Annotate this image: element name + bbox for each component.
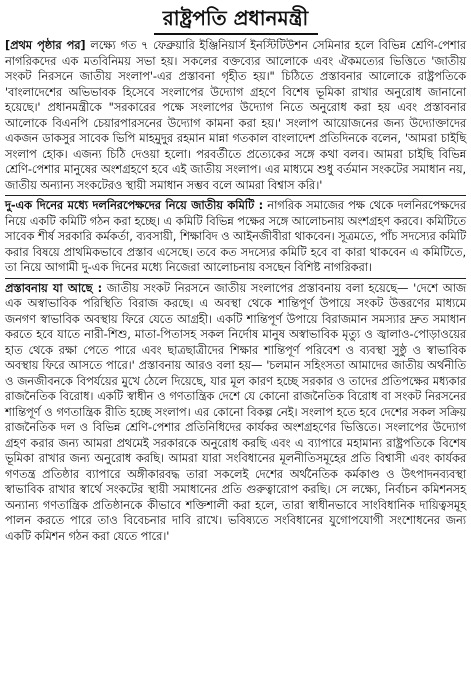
headline: রাষ্ট্রপতি প্রধানমন্ত্রী bbox=[154, 4, 318, 35]
paragraph-proposal bbox=[5, 281, 466, 545]
subhead-committee: দু-এক দিনের মধ্যে দলনিরপেক্ষদের নিয়ে জাতীয় কমিটি : bbox=[5, 198, 264, 212]
paragraph-intro-text: লক্ষ্যে গত ৭ ফেব্রুয়ারি ইঞ্জিনিয়ার্স ইনস্টিটিউশন সেমিনার হলে বিভিন্ন শ্রেণি-পেশার নাগরিকদের এক মতবিনিময় সভা হয়। সকলের বক্তব্যের আলোকে এবং ঐকমত্যের ভিত্তিতে 'জাতীয় সংকট নিরসনে জাতীয় সংলাপ'-এর প্রস্তাবনা গৃহীত হয়।" চিঠিতে প্রস্তাবনার আলোকে রাষ্ট্রপতিকে 'বাংলাদেশের অভিভাবক হিসেবে সংলাপের উদ্যোগ গ্রহণে বিশেষ ভূমিকা রাখার অনুরোধ জানানো হয়েছে।' প্রধানমন্ত্রীকে "সরকারের পক্ষে সংলাপের উদ্যোগ নিতে অনুরোধ করা হয় এবং প্রস্তাবনার আলোকে বিএনপি চেয়ারপারসনের উদ্যোগ কামনা করা হয়।' সংলাপ আয়োজনের জন্য উদ্যোক্তাদের একজন ডাকসুর সাবেক ভিপি মাহমুদুর রহমান মান্না গতকাল বাংলাদেশ প্রতিদিনকে বলেন, 'আমরা চাইছি সংলাপ হোক। এজন্য চিঠি দেওয়া হলো। পরবর্তীতে প্রত্যেকের সঙ্গে কথা বলব। আমরা চাইছি বিভিন্ন শ্রেণি-পেশার মানুষের অংশগ্রহণে হবে এই জাতীয় সংলাপ। এর মাধ্যমে শুধু বর্তমান সংকটের সমাধান নয়, জাতীয় অন্যান্য সংকটেরও স্থায়ী সমাধান সম্ভব বলে আমরা বিশ্বাস করি।' bbox=[5, 38, 466, 192]
paragraph-intro bbox=[5, 38, 466, 193]
paragraph-committee bbox=[5, 198, 466, 276]
subhead-proposal: প্রস্তাবনায় যা আছে : bbox=[5, 280, 103, 295]
paragraph-proposal-text: জাতীয় সংকট নিরসনে জাতীয় সংলাপের প্রস্তাবনায় বলা হয়েছে— 'দেশে আজ এক অস্বাভাবিক পরিস্থিতি বিরাজ করছে। এ অবস্থা থেকে শান্তিপূর্ণ উপায়ে সংকট উত্তরণের মাধ্যমে জনগণ স্বাভাবিক অবস্থায় ফিরে যেতে আগ্রহী। একটি শান্তিপূর্ণ উপায়ে বিরাজমান সমস্যার দ্রুত সমাধান করতে হবে যাতে নারী-শিশু, মাতা-পিতাসহ সকল নির্দোষ মানুষ অস্বাভাবিক মৃত্যু ও জ্বালাও-পোড়াওয়ের হাত থেকে রক্ষা পেতে পারে এবং ছাত্রছাত্রীদের শিক্ষার শান্তিপূর্ণ পরিবেশ ও ব্যবস্থা সুষ্ঠু ও স্বাভাবিক অবস্থায় ফিরে আসতে পারে।' প্রস্তাবনায় আরও বলা হয়— 'চলমান সহিংসতা আমাদের জাতীয় অর্থনীতি ও জনজীবনকে বিপর্যয়ের মুখে ঠেলে দিয়েছে, যার মূল কারণ হচ্ছে সরকার ও তাদের প্রতিপক্ষের মধ্যকার রাজনৈতিক বিরোধ। একটি স্বাধীন ও গণতান্ত্রিক দেশে যে কোনো রাজনৈতিক বিরোধ বা সংকট নিরসনের শান্তিপূর্ণ ও গণতান্ত্রিক রীতি হচ্ছে সংলাপ। এর কোনো বিকল্প নেই। সংলাপ হতে হবে দেশের সকল সক্রিয় রাজনৈতিক দল ও বিভিন্ন শ্রেণি-পেশার প্রতিনিধিদের কার্যকর অংশগ্রহণের ভিত্তিতে। সংলাপের উদ্যোগ গ্রহণ করার জন্য আমরা প্রথমেই সরকারকে অনুরোধ করছি এবং এ ব্যাপারে মহামান্য রাষ্ট্রপতিকে বিশেষ ভূমিকা রাখার জন্য অনুরোধ করছি। আমরা যারা সংবিধানের মূলনীতিসমূহের প্রতি বিশ্বাসী এবং কার্যকর গণতন্ত্র প্রতিষ্ঠার ব্যাপারে অঙ্গীকারবদ্ধ তারা সকলেই দেশের অর্থনৈতিক কর্মকাণ্ড ও উৎপাদনব্যবস্থা স্বাভাবিক রাখার স্বার্থে সংকটের স্থায়ী সমাধানের প্রতি গুরুত্বারোপ করছি। সে লক্ষ্যে, নির্বাচন কমিশনসহ অন্যান্য গণতান্ত্রিক প্রতিষ্ঠানকে কীভাবে শক্তিশালী করা হলে, তারা স্বাধীনভাবে সাংবিধানিক দায়িত্বসমূহ পালন করতে পারে তাও বিবেচনার দাবি রাখে। ভবিষ্যতে সংবিধানের যুগোপযোগী সংশোধনের জন্য একটি কমিশন গঠন করা যেতে পারে।' bbox=[5, 280, 466, 543]
divider bbox=[5, 278, 466, 279]
continuation-marker: [প্রথম পৃষ্ঠার পর] bbox=[5, 38, 86, 52]
paragraph-committee-text: নাগরিক সমাজের পক্ষ থেকে দলনিরপেক্ষদের নিয়ে একটি কমিটি গঠন করা হচ্ছে। এ কমিটি বিভিন্ন পক্ষের সঙ্গে আলোচনায় অংশগ্রহণ করবে। কমিটিতে সাবেক শীর্ষ সরকারি কর্মকর্তা, ব্যবসায়ী, শিক্ষাবিদ ও আইনজীবীরা থাকবেন। সূত্রমতে, পাঁচ সদস্যের কমিটি করার বিষয়ে প্রাথমিকভাবে প্রস্তাব এসেছে। তবে কত সদস্যের কমিটি হবে বা কারা থাকবেন এ কমিটিতে, তা নিয়ে আগামী দু-এক দিনের মধ্যে নিজেরা আলোচনায় বসছেন বিশিষ্ট নাগরিকরা। bbox=[5, 198, 466, 274]
divider bbox=[5, 195, 466, 196]
